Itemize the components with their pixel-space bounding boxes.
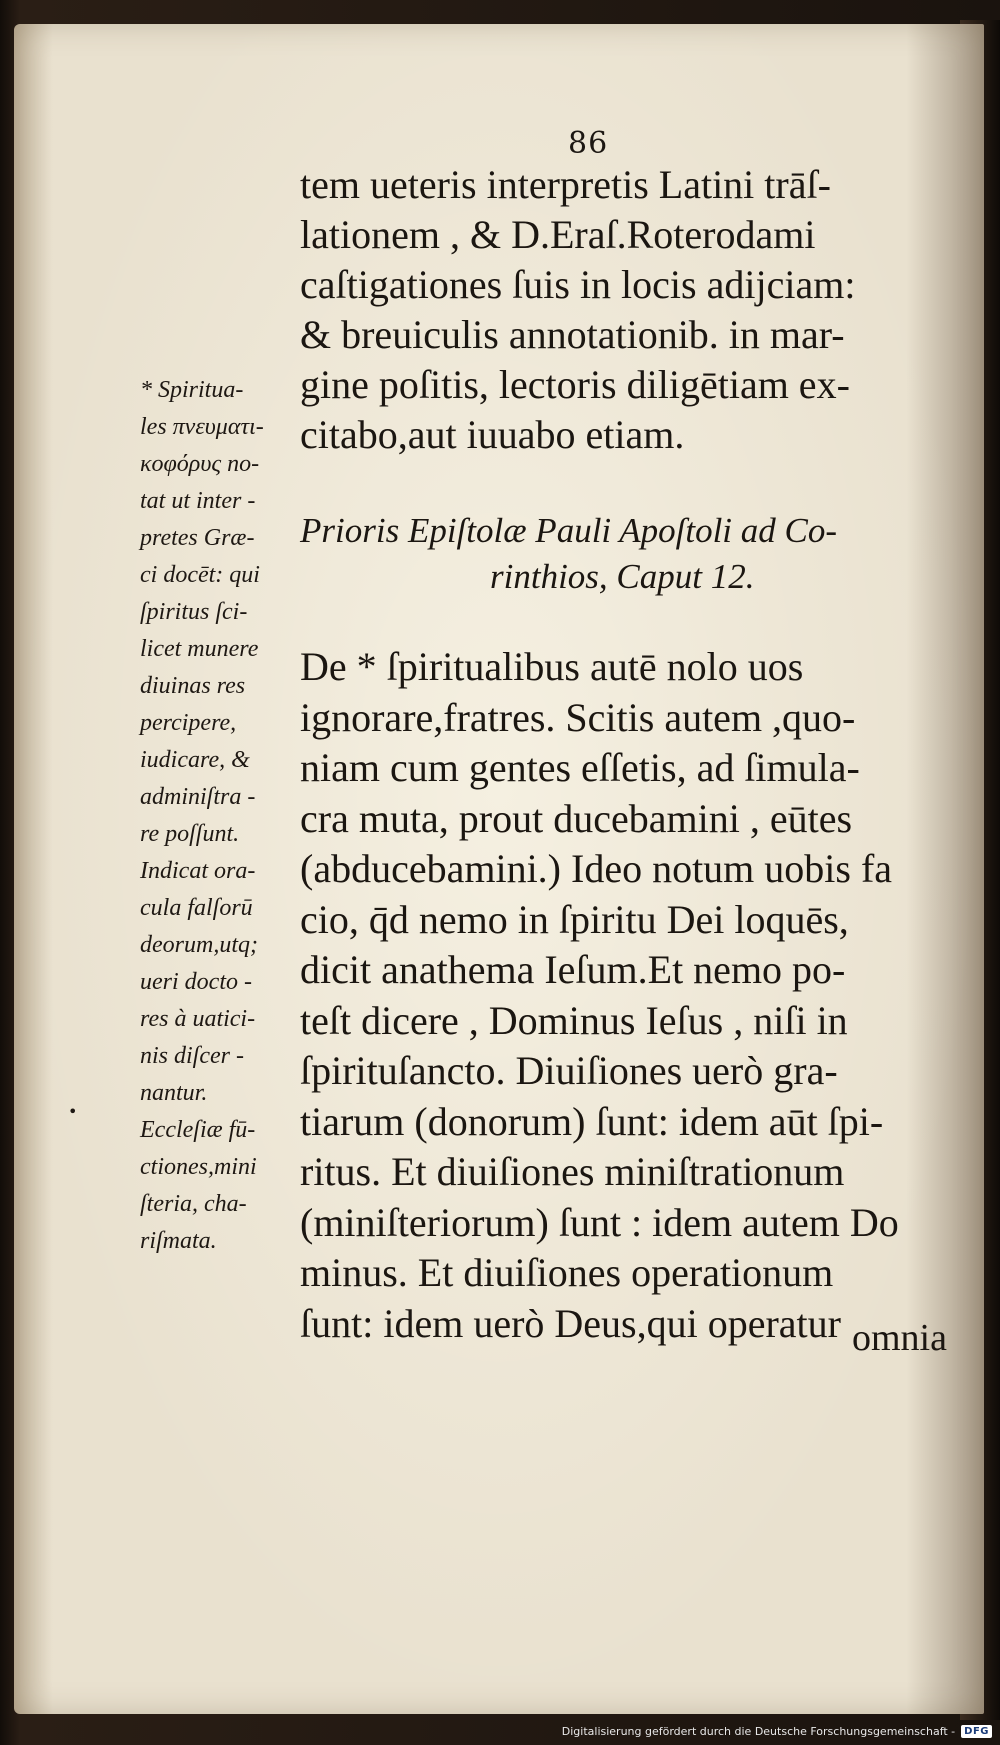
text-line: ſpirituſancto. Diuiſiones uerò gra-	[300, 1048, 838, 1093]
heading-line: rinthios, Caput 12.	[490, 557, 755, 596]
text-line: & breuiculis annotationib. in mar-	[300, 312, 845, 357]
margin-line: res à uatici-	[140, 1006, 256, 1032]
margin-line: riſmata.	[140, 1228, 217, 1254]
text-line: ritus. Et diuiſiones miniſtrationum	[300, 1149, 845, 1194]
text-line: minus. Et diuiſiones operationum	[300, 1250, 834, 1295]
margin-line: diuinas res	[140, 673, 246, 699]
text-line: ignorare,fratres. Scitis autem ,quo-	[300, 694, 856, 740]
margin-line: ctiones,mini	[140, 1154, 257, 1180]
text-line: cio, q̄d nemo in ſpiritu Dei loquēs,	[300, 896, 849, 942]
marginal-note	[140, 372, 310, 1260]
margin-line: ſteria, cha-	[140, 1191, 247, 1217]
margin-line: iudicare, &	[140, 747, 250, 773]
text-line: gine poſitis, lectoris diligētiam ex-	[300, 362, 850, 407]
margin-line: deorum,utq;	[140, 932, 258, 958]
margin-line: Indicat ora-	[140, 858, 256, 884]
margin-line: les πνευματι-	[140, 414, 264, 440]
text-line: cra muta, prout ducebamini , eūtes	[300, 795, 853, 841]
text-line: tiarum (donorum) ſunt: idem aūt ſpi-	[300, 1098, 884, 1144]
text-line: citabo,aut iuuabo etiam.	[300, 412, 685, 457]
footer-credit: Digitalisierung gefördert durch die Deutsche Forschungsgemeinschaft -	[561, 1724, 956, 1738]
margin-line: κοφόρυς no-	[140, 451, 260, 477]
margin-line: ſpiritus ſci-	[140, 599, 248, 625]
stray-ink-mark: •	[68, 1102, 78, 1121]
text-line: tem ueteris interpretis Latini trāſ-	[300, 162, 831, 207]
body-text-top	[300, 160, 940, 460]
catchword: omnia	[852, 1317, 947, 1359]
heading-line: Prioris Epiſtolæ Pauli Apoſtoli ad Co-	[300, 511, 838, 550]
text-line: ſunt: idem uerò Deus,qui operatur	[300, 1300, 841, 1346]
text-line: lationem , & D.Eraſ.Roterodami	[300, 212, 816, 257]
text-line: (miniſteriorum) ſunt : idem autem Do	[300, 1199, 899, 1245]
margin-line: re poſſunt.	[140, 821, 240, 847]
text-line: dicit anathema Ieſum.Et nemo po-	[300, 947, 846, 992]
text-line: niam cum gentes eſſetis, ad ſimula-	[300, 745, 860, 790]
margin-line: adminiſtra -	[140, 784, 256, 810]
text-line: (abducebamini.) Ideo notum uobis fa	[300, 846, 893, 891]
margin-line: percipere,	[140, 710, 237, 736]
text-line: teſt dicere , Dominus Ieſus , niſi in	[300, 997, 848, 1043]
margin-line: nantur.	[140, 1080, 208, 1106]
page-number: 86	[568, 126, 609, 161]
margin-line: pretes Græ-	[140, 525, 255, 551]
dfg-logo: DFG	[961, 1725, 992, 1738]
margin-line: * Spiritua-	[140, 377, 244, 403]
text-line: De * ſpiritualibus autē nolo uos	[300, 644, 804, 689]
margin-line: cula falſorū	[140, 895, 253, 921]
margin-line: Eccleſiæ fū-	[140, 1117, 256, 1143]
margin-line: licet munere	[140, 636, 259, 662]
margin-line: nis diſcer -	[140, 1043, 244, 1069]
margin-line: tat ut inter -	[140, 488, 256, 514]
margin-line: ci docēt: qui	[140, 562, 260, 588]
digitization-footer	[562, 1721, 992, 1741]
margin-line: ueri docto -	[140, 969, 252, 995]
body-text-main	[300, 642, 940, 1349]
text-line: caſtigationes ſuis in locis adijciam:	[300, 262, 856, 307]
chapter-heading	[300, 508, 940, 600]
